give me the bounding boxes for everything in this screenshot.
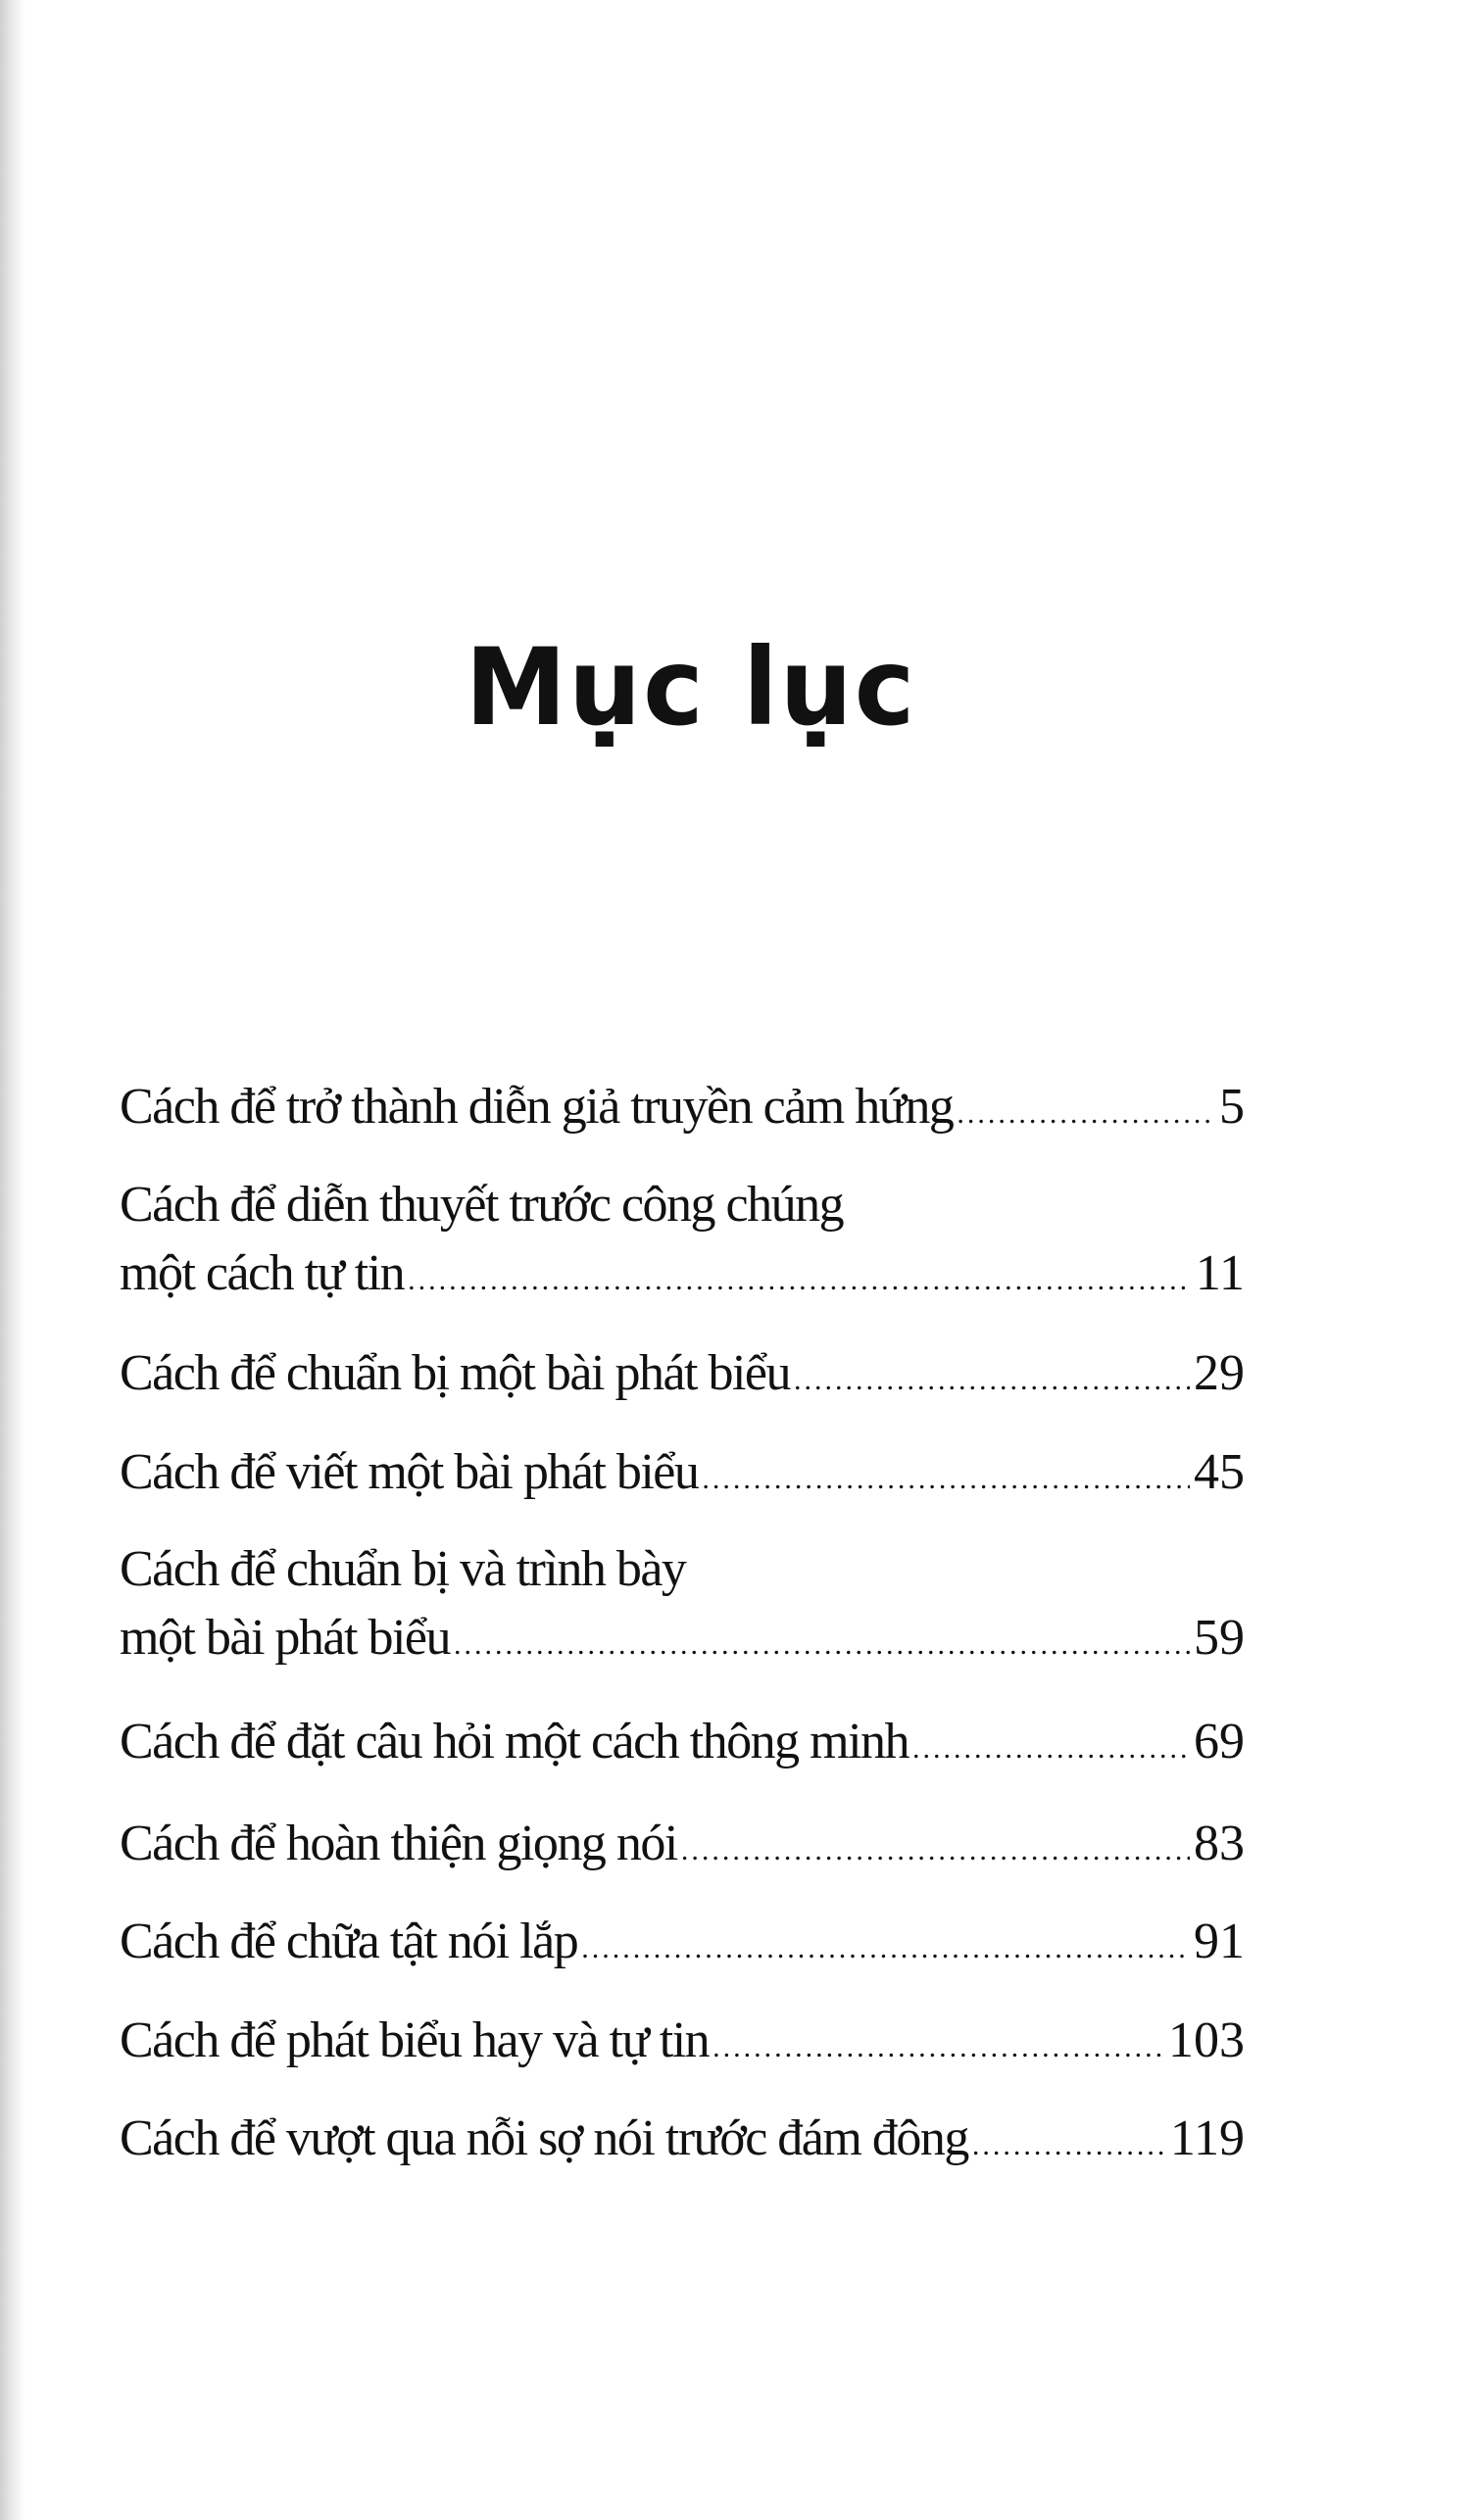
toc-entry[interactable] bbox=[120, 1443, 1245, 1509]
page-title: Mục lục bbox=[465, 623, 917, 751]
toc-page-number: 11 bbox=[1195, 1245, 1245, 1301]
toc-entry[interactable] bbox=[120, 1815, 1245, 1880]
dot-leader bbox=[702, 1450, 1190, 1509]
dot-leader bbox=[408, 1251, 1192, 1310]
toc-page-number: 59 bbox=[1194, 1610, 1245, 1666]
toc-entry-title-cont: một bài phát biểu bbox=[120, 1610, 450, 1666]
toc-page-number: 103 bbox=[1168, 2012, 1245, 2068]
toc-page-number: 45 bbox=[1194, 1444, 1245, 1500]
toc-entry-title: Cách để vượt qua nỗi sợ nói trước đám đông bbox=[120, 2110, 968, 2166]
toc-entry-title: Cách để chữa tật nói lắp bbox=[120, 1914, 578, 1969]
dot-leader bbox=[581, 1919, 1190, 1978]
toc-entry-title: Cách để trở thành diễn giả truyền cảm hứng bbox=[120, 1079, 954, 1135]
toc-entry[interactable] bbox=[120, 1540, 1245, 1674]
toc-entry[interactable] bbox=[120, 1344, 1245, 1410]
dot-leader bbox=[794, 1351, 1190, 1410]
toc-entry-title: Cách để phát biểu hay và tự tin bbox=[120, 2012, 710, 2068]
scan-edge-shadow bbox=[0, 0, 25, 2520]
toc-entry-title: Cách để chuẩn bị một bài phát biểu bbox=[120, 1345, 791, 1401]
toc-entry[interactable] bbox=[120, 2011, 1245, 2077]
dot-leader bbox=[712, 2018, 1164, 2077]
toc-entry-title: Cách để chuẩn bị và trình bày bbox=[120, 1541, 686, 1597]
toc-page-number: 29 bbox=[1194, 1345, 1245, 1401]
toc-entry-title-cont: một cách tự tin bbox=[120, 1245, 405, 1301]
dot-leader bbox=[454, 1616, 1190, 1674]
toc-page-number: 5 bbox=[1219, 1079, 1245, 1135]
dot-leader bbox=[912, 1720, 1190, 1778]
toc-entry[interactable] bbox=[120, 1176, 1245, 1310]
dot-leader bbox=[681, 1821, 1190, 1880]
toc-entry[interactable] bbox=[120, 1713, 1245, 1778]
toc-entry-title: Cách để viết một bài phát biểu bbox=[120, 1444, 699, 1500]
dot-leader bbox=[957, 1085, 1215, 1143]
toc-page-number: 119 bbox=[1169, 2110, 1245, 2166]
toc-page-number: 91 bbox=[1194, 1914, 1245, 1969]
toc-entry[interactable] bbox=[120, 1078, 1245, 1143]
toc-entry-title: Cách để đặt câu hỏi một cách thông minh bbox=[120, 1714, 909, 1769]
toc-entry-title: Cách để diễn thuyết trước công chúng bbox=[120, 1177, 844, 1233]
dot-leader bbox=[972, 2116, 1166, 2175]
toc-entry[interactable] bbox=[120, 2109, 1245, 2175]
toc-page-number: 69 bbox=[1194, 1714, 1245, 1769]
toc-entry-title: Cách để hoàn thiện giọng nói bbox=[120, 1816, 677, 1871]
toc-entry[interactable] bbox=[120, 1913, 1245, 1978]
toc-page-number: 83 bbox=[1194, 1816, 1245, 1871]
